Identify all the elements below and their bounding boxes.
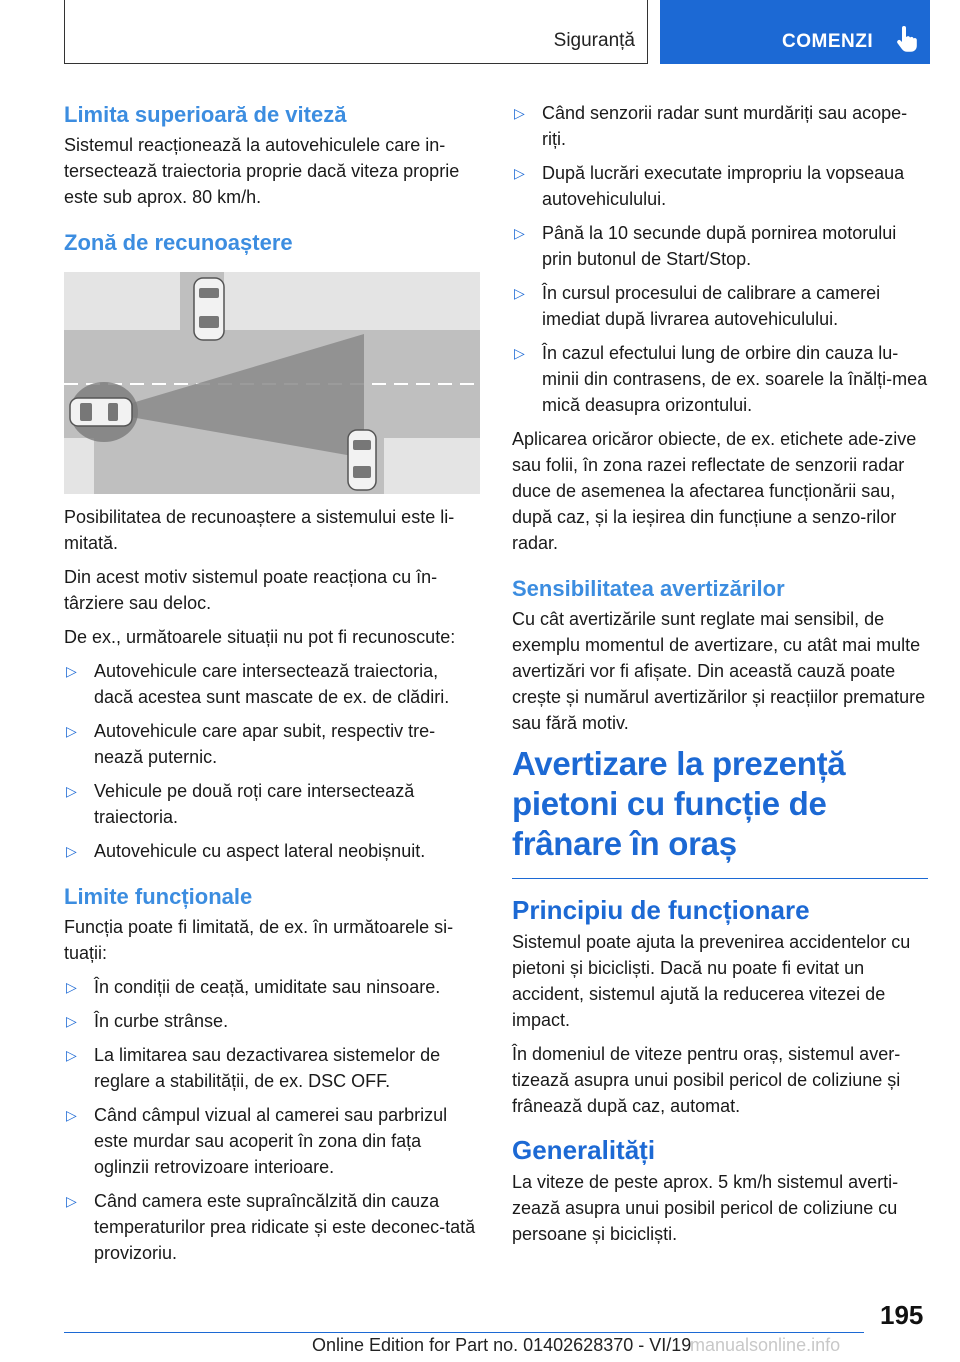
list-item: ▷ Când camera este supraîncălzită din cauza temperaturilor prea ridicate și este deconec-tată provizoriu. bbox=[64, 1188, 480, 1266]
bullet-triangle-icon: ▷ bbox=[66, 1013, 77, 1029]
list-item: ▷ Autovehicule cu aspect lateral neobișnuit. bbox=[64, 838, 480, 864]
functional-limits-heading: Limite funcționale bbox=[64, 884, 253, 909]
list-item: ▷ Autovehicule care intersectează traiectoria, dacă acestea sunt mascate de ex. de clădiri. bbox=[64, 658, 480, 710]
detection-limited-text: Posibilitatea de recunoaștere a sistemului este li-mitată. bbox=[64, 507, 455, 553]
list-item: ▷ În condiții de ceață, umiditate sau ninsoare. bbox=[64, 974, 480, 1000]
detection-delay-text: Din acest motiv sistemul poate reacționa cu în-târziere sau deloc. bbox=[64, 567, 438, 613]
car-bottom-icon bbox=[348, 430, 376, 490]
watermark: manualsonline.info bbox=[690, 1335, 841, 1355]
detection-list bbox=[64, 658, 480, 864]
functional-limits-intro: Funcția poate fi limitată, de ex. în următoarele si-tuații: bbox=[64, 917, 454, 963]
list-item: ▷ În curbe strânse. bbox=[64, 1008, 480, 1034]
principle-text-2: În domeniul de viteze pentru oraș, sistemul aver-tizează asupra unui posibil pericol de coliziune și frânează după caz, automat. bbox=[512, 1044, 901, 1116]
edition-text: Online Edition for Part no. 01402628370 - VI/19 bbox=[312, 1335, 692, 1355]
list-item: ▷ Până la 10 secunde după pornirea motorului prin butonul de Start/Stop. bbox=[512, 220, 928, 272]
bullet-triangle-icon: ▷ bbox=[66, 783, 77, 799]
page-number: 195 bbox=[880, 1300, 924, 1330]
detection-examples-intro: De ex., următoarele situații nu pot fi recunoscute: bbox=[64, 627, 456, 647]
header-section-box bbox=[64, 0, 648, 64]
bullet-triangle-icon: ▷ bbox=[66, 723, 77, 739]
general-heading: Generalități bbox=[512, 1135, 656, 1165]
list-item: ▷ La limitarea sau dezactivarea sistemelor de reglare a stabilității, de ex. DSC OFF. bbox=[64, 1042, 480, 1094]
chapter-tab[interactable] bbox=[660, 0, 930, 64]
bullet-triangle-icon: ▷ bbox=[66, 1047, 77, 1063]
list-item: ▷ Autovehicule care apar subit, respectiv tre-nează puternic. bbox=[64, 718, 480, 770]
principle-heading: Principiu de funcționare bbox=[512, 895, 810, 925]
sensitivity-heading: Sensibilitatea avertizărilor bbox=[512, 576, 785, 601]
bullet-triangle-icon: ▷ bbox=[514, 105, 525, 121]
list-item: ▷ În cazul efectului lung de orbire din cauza lu-minii din contrasens, de ex. soarele la înălți-mea mică deasupra orizontului. bbox=[512, 340, 928, 418]
general-text: La viteze de peste aprox. 5 km/h sistemul averti-zează asupra unui posibil pericol de coliziune cu persoane și bicicliști. bbox=[512, 1172, 899, 1244]
section-title: Siguranță bbox=[553, 30, 635, 51]
speed-limit-heading: Limita superioară de viteză bbox=[64, 102, 347, 127]
continued-list bbox=[512, 100, 928, 418]
list-item: ▷ În cursul procesului de calibrare a camerei imediat după livrarea autovehiculului. bbox=[512, 280, 928, 332]
list-item: ▷ Când senzorii radar sunt murdăriți sau acope-riți. bbox=[512, 100, 928, 152]
left-column bbox=[64, 100, 480, 1274]
functional-limits-list bbox=[64, 974, 480, 1266]
bullet-triangle-icon: ▷ bbox=[66, 663, 77, 679]
detection-zone-illustration bbox=[64, 272, 480, 494]
bullet-triangle-icon: ▷ bbox=[66, 979, 77, 995]
bullet-triangle-icon: ▷ bbox=[514, 345, 525, 361]
speed-limit-text: Sistemul reacționează la autovehiculele care in-tersectează traiectoria proprie dacă viteza proprie este sub aprox. 80 km/h. bbox=[64, 135, 460, 207]
chapter-title: Avertizare la prezență pietoni cu funcție de frânare în oraș bbox=[512, 744, 928, 879]
chapter-label: COMENZI bbox=[782, 31, 874, 52]
list-item: ▷ După lucrări executate impropriu la vopseaua autovehiculului. bbox=[512, 160, 928, 212]
car-ego-icon bbox=[70, 398, 132, 426]
bullet-triangle-icon: ▷ bbox=[514, 225, 525, 241]
sticker-warning-text: Aplicarea oricăror obiecte, de ex. etichete ade-zive sau folii, în zona razei reflectate de senzorii radar duce de asemenea la afectarea funcționării sau, după caz, și la ieșirea din funcțiune a senzo-rilor radar. bbox=[512, 429, 917, 553]
list-item: ▷ Când câmpul vizual al camerei sau parbrizul este murdar sau acoperit în zona din fața oglinzii retrovizoare interioare. bbox=[64, 1102, 480, 1180]
sensitivity-text: Cu cât avertizările sunt reglate mai sensibil, de exemplu momentul de avertizare, cu atât mai multe avertizări vor fi afișate. Din această cauză poate crește și numărul avertizărilor și reacțiilor premature sau fără motiv. bbox=[512, 609, 926, 733]
hand-pointer-icon bbox=[896, 26, 918, 54]
principle-text-1: Sistemul poate ajuta la prevenirea accidentelor cu pietoni și bicicliști. Dacă nu poate fi evitat un accident, sistemul ajută la reducerea vitezei de impact. bbox=[512, 932, 911, 1030]
bullet-triangle-icon: ▷ bbox=[66, 1193, 77, 1209]
car-top-icon bbox=[194, 278, 224, 340]
list-item: ▷ Vehicule pe două roți care intersectează traiectoria. bbox=[64, 778, 480, 830]
bullet-triangle-icon: ▷ bbox=[66, 843, 77, 859]
right-column bbox=[512, 100, 928, 1255]
detection-zone-heading: Zonă de recunoaștere bbox=[64, 230, 293, 255]
bullet-triangle-icon: ▷ bbox=[514, 285, 525, 301]
bullet-triangle-icon: ▷ bbox=[514, 165, 525, 181]
footer-divider bbox=[64, 1332, 864, 1333]
bullet-triangle-icon: ▷ bbox=[66, 1107, 77, 1123]
